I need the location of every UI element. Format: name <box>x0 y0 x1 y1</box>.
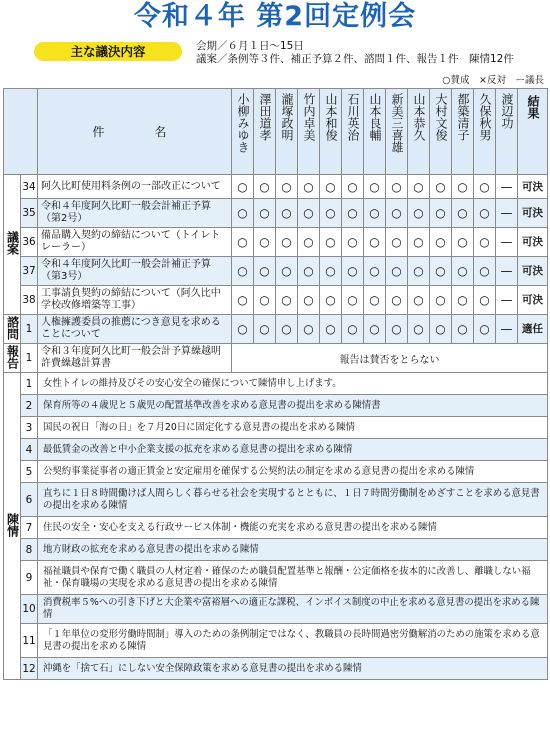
bill-result: 可決 <box>518 286 548 315</box>
category-gian <box>4 175 21 315</box>
vote-yes-mark: ○ <box>386 257 408 286</box>
bill-row <box>4 175 548 199</box>
item-name-header: 件名 <box>38 89 232 175</box>
bill-number: 37 <box>21 257 38 286</box>
petition-text: 最低賃金の改善と中小企業支援の拡充を求める意見書の提出を求める陳情 <box>38 439 548 461</box>
vote-yes-mark: ○ <box>232 286 254 315</box>
petition-number: 7 <box>21 517 38 539</box>
petition-row <box>4 658 548 680</box>
vote-yes-mark: ○ <box>408 199 430 228</box>
vote-yes-mark: ○ <box>364 199 386 228</box>
member-name-header <box>430 89 452 175</box>
petition-text: 「１年単位の変形労働時間制」導入のための条例制定ではなく、教職員の長時間過密労働解消のための施策を求める意見書の提出を求める陳情 <box>38 624 548 658</box>
votes-table <box>3 88 548 680</box>
chair-mark: — <box>496 228 518 257</box>
vote-yes-mark: ○ <box>452 315 474 344</box>
report-row <box>4 344 548 373</box>
petition-text: 地方財政の拡充を求める意見書の提出を求める陳情 <box>38 539 548 561</box>
vote-yes-mark: ○ <box>474 257 496 286</box>
bill-title: 備品購入契約の締結について（トイレトレーラー） <box>38 228 232 257</box>
vote-yes-mark: ○ <box>254 286 276 315</box>
vote-yes-mark: ○ <box>430 175 452 199</box>
member-name: 竹内卓美 <box>302 93 316 141</box>
vote-yes-mark: ○ <box>408 315 430 344</box>
member-name: 久保秋男 <box>478 93 492 141</box>
member-name: 新美三喜雄 <box>390 93 404 153</box>
bill-row <box>4 286 548 315</box>
petition-text: 女性トイレの維持及びその安心安全の確保について陳情申し上げます。 <box>38 373 548 395</box>
report-note: 報告は賛否をとらない <box>232 344 548 373</box>
vote-yes-mark: ○ <box>342 286 364 315</box>
bill-number: 34 <box>21 175 38 199</box>
vote-yes-mark: ○ <box>254 315 276 344</box>
vote-yes-mark: ○ <box>386 286 408 315</box>
vote-yes-mark: ○ <box>364 257 386 286</box>
bill-row <box>4 199 548 228</box>
petition-number: 11 <box>21 624 38 658</box>
vote-yes-mark: ○ <box>276 315 298 344</box>
vote-yes-mark: ○ <box>276 228 298 257</box>
vote-yes-mark: ○ <box>408 257 430 286</box>
vote-yes-mark: ○ <box>320 315 342 344</box>
vote-yes-mark: ○ <box>342 228 364 257</box>
category-chinjo <box>4 373 21 680</box>
vote-yes-mark: ○ <box>430 228 452 257</box>
bill-result: 可決 <box>518 257 548 286</box>
vote-legend: ○賛成 ×反対 ー議長 <box>442 75 544 86</box>
member-name-header <box>298 89 320 175</box>
inquiry-result: 適任 <box>518 315 548 344</box>
petition-row <box>4 461 548 483</box>
chair-mark: — <box>496 257 518 286</box>
vote-yes-mark: ○ <box>254 257 276 286</box>
inquiry-row <box>4 315 548 344</box>
member-name: 山本和俊 <box>324 93 338 141</box>
chair-mark: — <box>496 286 518 315</box>
member-name-header <box>364 89 386 175</box>
vote-yes-mark: ○ <box>276 175 298 199</box>
vote-yes-mark: ○ <box>430 286 452 315</box>
bill-title: 令和４年度阿久比町一般会計補正予算（第3号） <box>38 257 232 286</box>
chair-mark: — <box>496 315 518 344</box>
petition-row <box>4 417 548 439</box>
member-name: 山本良輔 <box>368 93 382 141</box>
petition-number: 2 <box>21 395 38 417</box>
chair-mark: — <box>496 175 518 199</box>
member-name-header <box>408 89 430 175</box>
petition-text: 福祉職員や保育で働く職員の人材定着・確保のため職員配置基準と報酬・公定価格を抜本的に改善し、離職しない福祉・保育職場の実現を求める意見書の提出を求める陳情 <box>38 561 548 595</box>
vote-yes-mark: ○ <box>408 228 430 257</box>
vote-yes-mark: ○ <box>386 315 408 344</box>
vote-yes-mark: ○ <box>452 228 474 257</box>
category-label: 諮問 <box>5 315 20 340</box>
bill-title: 令和４年度阿久比町一般会計補正予算（第2号） <box>38 199 232 228</box>
vote-yes-mark: ○ <box>320 228 342 257</box>
vote-yes-mark: ○ <box>320 286 342 315</box>
category-shimon <box>4 315 21 344</box>
vote-yes-mark: ○ <box>364 286 386 315</box>
result-header <box>518 89 548 175</box>
member-name-header <box>474 89 496 175</box>
bill-number: 36 <box>21 228 38 257</box>
vote-yes-mark: ○ <box>320 199 342 228</box>
petition-row <box>4 439 548 461</box>
vote-yes-mark: ○ <box>320 175 342 199</box>
petition-row <box>4 595 548 624</box>
member-name-header <box>496 89 518 175</box>
vote-yes-mark: ○ <box>386 228 408 257</box>
agenda-summary: 議案／条例等３件、補正予算２件、諮問１件、報告１件 陳情12件 <box>196 53 514 65</box>
petition-row <box>4 539 548 561</box>
vote-yes-mark: ○ <box>298 315 320 344</box>
member-name: 大村文俊 <box>434 93 448 141</box>
vote-yes-mark: ○ <box>232 315 254 344</box>
vote-yes-mark: ○ <box>254 175 276 199</box>
petition-row <box>4 395 548 417</box>
member-name-header <box>452 89 474 175</box>
bill-row <box>4 257 548 286</box>
petition-row <box>4 373 548 395</box>
member-name: 石川英治 <box>346 93 360 141</box>
bill-title: 阿久比町使用料条例の一部改正について <box>38 175 232 199</box>
member-name: 都築清子 <box>456 93 470 141</box>
petition-row <box>4 483 548 517</box>
vote-yes-mark: ○ <box>254 228 276 257</box>
vote-yes-mark: ○ <box>430 315 452 344</box>
petition-text: 公契約事業従事者の適正賃金と安定雇用を確保する公契約法の制定を求める意見書の提出を求める陳情 <box>38 461 548 483</box>
petition-text: 沖縄を「捨て石」にしない安全保障政策を求める意見書の提出を求める陳情 <box>38 658 548 680</box>
petition-text: 国民の祝日「海の日」を７月20日に固定化する意見書の提出を求める陳情 <box>38 417 548 439</box>
vote-yes-mark: ○ <box>364 228 386 257</box>
vote-yes-mark: ○ <box>298 286 320 315</box>
bill-result: 可決 <box>518 199 548 228</box>
vote-yes-mark: ○ <box>474 286 496 315</box>
vote-yes-mark: ○ <box>342 257 364 286</box>
vote-yes-mark: ○ <box>276 199 298 228</box>
bill-title: 工事請負契約の締結について（阿久比中学校改修増築等工事） <box>38 286 232 315</box>
vote-yes-mark: ○ <box>452 199 474 228</box>
vote-yes-mark: ○ <box>342 175 364 199</box>
petition-number: 8 <box>21 539 38 561</box>
category-label: 報告 <box>5 344 20 369</box>
vote-yes-mark: ○ <box>298 257 320 286</box>
vote-yes-mark: ○ <box>298 228 320 257</box>
member-name: 瀧塚政明 <box>280 93 294 141</box>
vote-yes-mark: ○ <box>474 228 496 257</box>
vote-yes-mark: ○ <box>386 175 408 199</box>
inquiry-title: 人権擁護委員の推薦につき意見を求めることについて <box>38 315 232 344</box>
petition-text: 保育所等の４歳児と５歳児の配置基準改善を求める意見書の提出を求める陳情書 <box>38 395 548 417</box>
bill-result: 可決 <box>518 228 548 257</box>
member-name: 山本恭久 <box>412 93 426 141</box>
petition-number: 5 <box>21 461 38 483</box>
vote-yes-mark: ○ <box>430 257 452 286</box>
petition-number: 4 <box>21 439 38 461</box>
member-name-header <box>232 89 254 175</box>
vote-yes-mark: ○ <box>474 199 496 228</box>
petition-text: 消費税率５%への引き下げと大企業や富裕層への適正な課税、インボイス制度の中止を求める意見書の提出を求める陳情 <box>38 595 548 624</box>
report-title: 令和３年度阿久比町一般会計予算繰越明許費繰越計算書 <box>38 344 232 373</box>
petition-text: 住民の安全・安心を支える行政サービス体制・機能の充実を求める意見書の提出を求める陳情 <box>38 517 548 539</box>
petition-row <box>4 517 548 539</box>
member-name-header <box>254 89 276 175</box>
petition-number: 1 <box>21 373 38 395</box>
vote-yes-mark: ○ <box>474 315 496 344</box>
member-name-header <box>320 89 342 175</box>
petition-number: 3 <box>21 417 38 439</box>
petition-number: 12 <box>21 658 38 680</box>
vote-yes-mark: ○ <box>342 315 364 344</box>
vote-yes-mark: ○ <box>298 199 320 228</box>
bill-row <box>4 228 548 257</box>
bill-number: 35 <box>21 199 38 228</box>
chair-mark: — <box>496 199 518 228</box>
member-name: 澤田道孝 <box>258 93 272 141</box>
header-row <box>4 89 548 175</box>
report-number: 1 <box>21 344 38 373</box>
vote-yes-mark: ○ <box>430 199 452 228</box>
category-hokoku <box>4 344 21 373</box>
vote-yes-mark: ○ <box>408 286 430 315</box>
vote-yes-mark: ○ <box>452 175 474 199</box>
petition-row <box>4 624 548 658</box>
vote-yes-mark: ○ <box>276 257 298 286</box>
member-name: 小柳みゆき <box>236 93 250 153</box>
result-header-text: 結果 <box>526 95 540 119</box>
vote-yes-mark: ○ <box>342 199 364 228</box>
vote-yes-mark: ○ <box>386 199 408 228</box>
vote-yes-mark: ○ <box>474 175 496 199</box>
session-period: 会期／６月１日～15日 <box>196 40 304 52</box>
vote-yes-mark: ○ <box>232 199 254 228</box>
bill-number: 38 <box>21 286 38 315</box>
vote-yes-mark: ○ <box>452 257 474 286</box>
vote-yes-mark: ○ <box>408 175 430 199</box>
vote-yes-mark: ○ <box>364 315 386 344</box>
summary-badge: 主な議決内容 <box>34 42 182 61</box>
member-name: 渡辺功 <box>500 93 514 129</box>
category-label: 議案 <box>5 231 20 255</box>
vote-yes-mark: ○ <box>298 175 320 199</box>
category-label: 陳情 <box>5 512 20 537</box>
petition-number: 10 <box>21 595 38 624</box>
vote-yes-mark: ○ <box>276 286 298 315</box>
vote-yes-mark: ○ <box>320 257 342 286</box>
member-name-header <box>386 89 408 175</box>
petition-text: 直ちに１日８時間働けば人間らしく暮らせる社会を実現するとともに、１日７時間労働制をめざすことを求める意見書の提出を求める陳情 <box>38 483 548 517</box>
petition-number: 9 <box>21 561 38 595</box>
vote-yes-mark: ○ <box>232 175 254 199</box>
vote-yes-mark: ○ <box>452 286 474 315</box>
member-name-header <box>276 89 298 175</box>
header-blank <box>4 89 38 175</box>
bill-result: 可決 <box>518 175 548 199</box>
inquiry-number: 1 <box>21 315 38 344</box>
petition-number: 6 <box>21 483 38 517</box>
vote-yes-mark: ○ <box>254 199 276 228</box>
vote-yes-mark: ○ <box>232 257 254 286</box>
page-title: 令和４年 第2回定例会 <box>133 1 417 32</box>
petition-row <box>4 561 548 595</box>
vote-yes-mark: ○ <box>232 228 254 257</box>
member-name-header <box>342 89 364 175</box>
vote-yes-mark: ○ <box>364 175 386 199</box>
